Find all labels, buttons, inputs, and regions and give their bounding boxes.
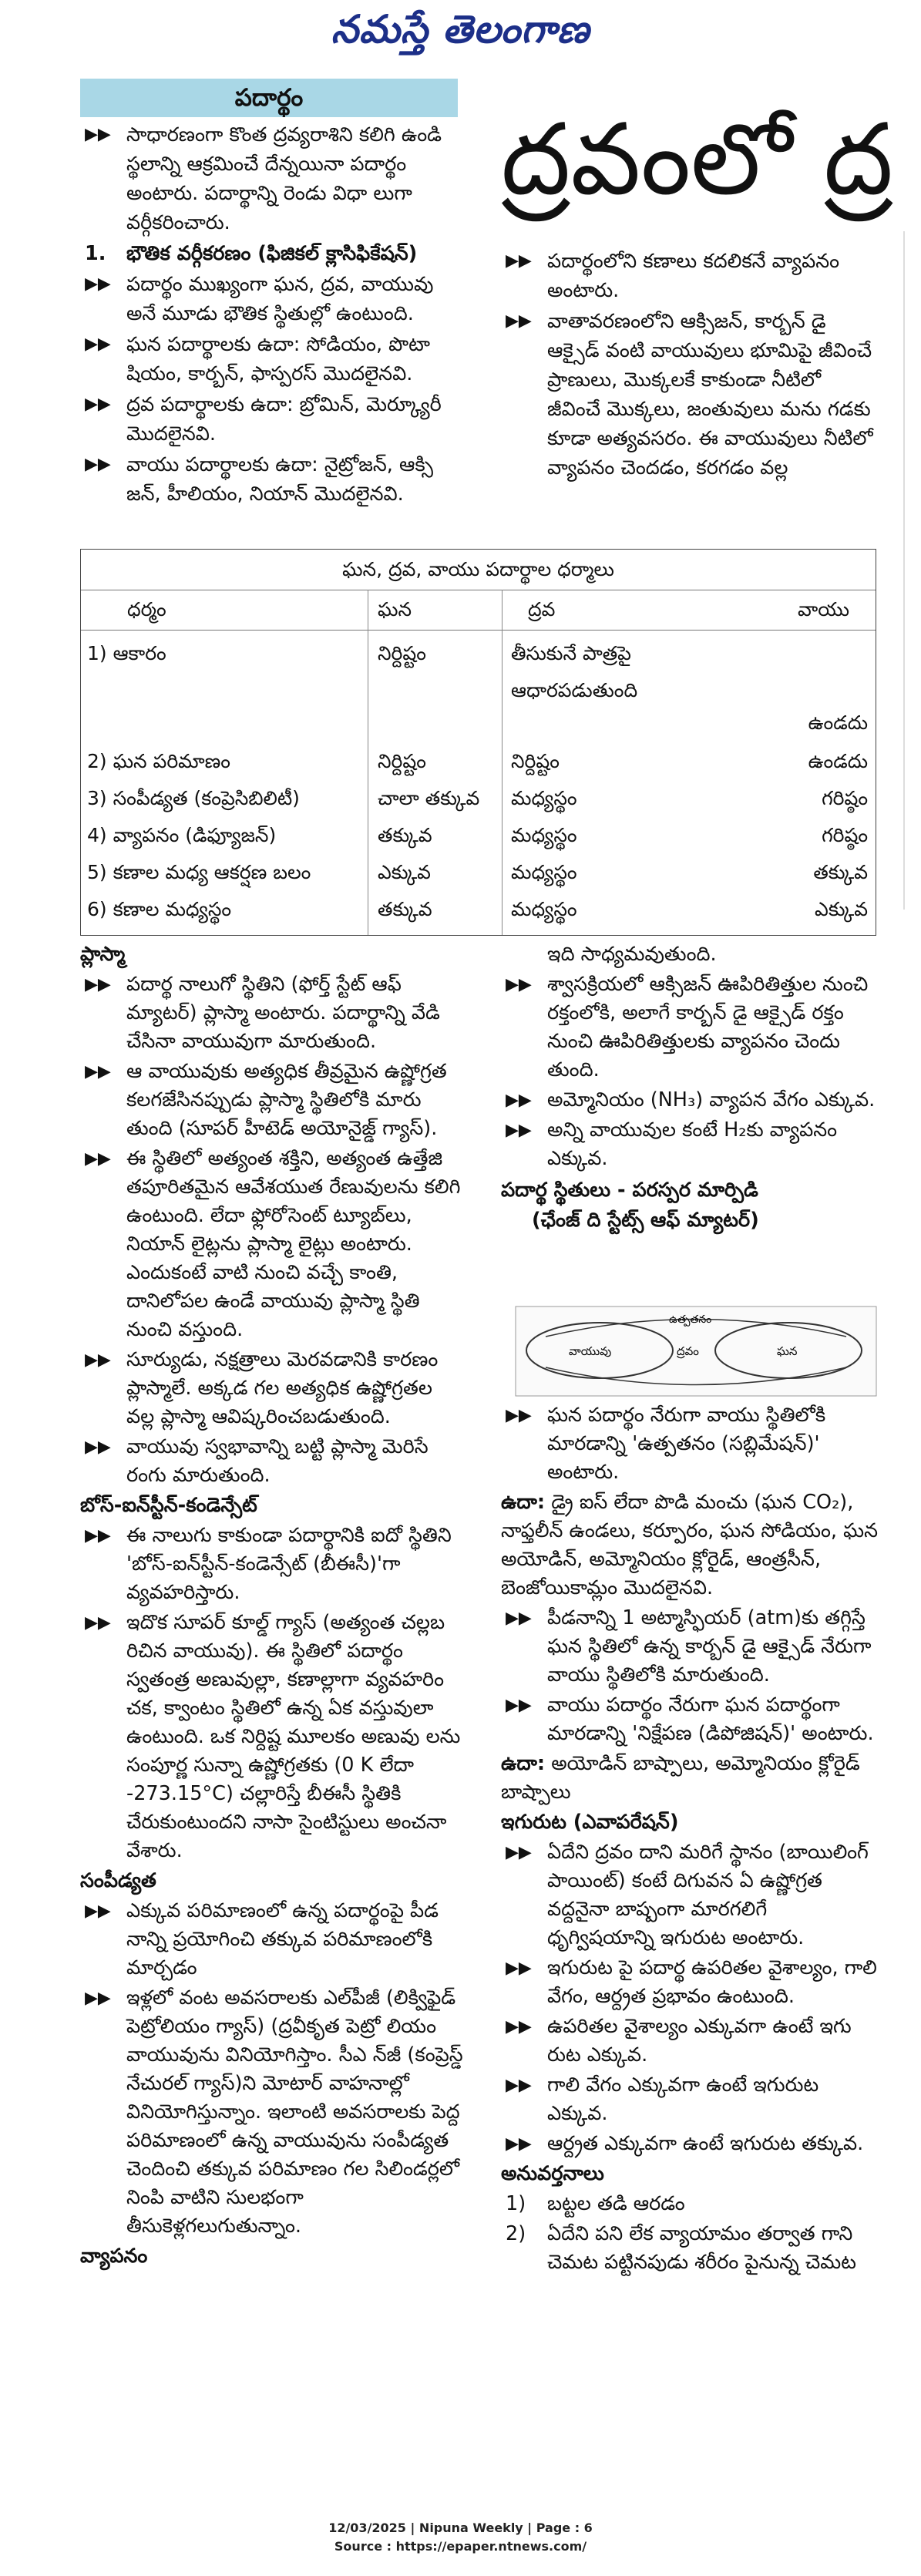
bullet-paragraph: ▶▶ సాధారణంగా కొంత ద్రవ్యరాశిని కలిగి ఉండి స్థలాన్ని ఆక్రమించే దేన్నయినా పదార్థం అంటారు. పదార్థాన్ని రెండు విధా లుగా వర్గీకరించారు.: [80, 120, 462, 237]
table-header: ధర్మం: [127, 598, 166, 620]
bullet-paragraph: ▶▶ వాయు పదార్థం నేరుగా ఘన పదార్థంగా మారడాన్ని 'నిక్షేపణ (డిపోజిషన్)' అంటారు.: [501, 1691, 879, 1748]
left-bottom-column: [80, 940, 464, 2272]
subheading: సంపీడ్యత: [80, 1869, 156, 1892]
numbered-item: 2) ఏదేని పని లేక వ్యాయామం తర్వాత గాని చెమట పట్టినపుడు శరీరం పైనున్న చెమట: [506, 2222, 856, 2274]
bullet-paragraph: ▶▶ ఇగురుట పై పదార్థ ఉపరితల వైశాల్యం, గాలి వేగం, ఆర్ద్రత ప్రభావం ఉంటుంది.: [501, 1954, 879, 2011]
table-header-row: [81, 590, 876, 631]
bullet-paragraph: ▶▶ పదార్థ నాలుగో స్థితిని (ఫోర్త్ స్టేట్ ఆఫ్ మ్యాటర్) ప్లాస్మా అంటారు. పదార్థాన్ని వేడి చేసినా వాయువుగా మారుతుంది.: [80, 970, 464, 1056]
table-cell: తక్కువ: [378, 898, 432, 920]
bullet-paragraph: ▶▶ ఇళ్లలో వంట అవసరాలకు ఎల్‌పీజీ (లిక్విఫైడ్ పెట్రోలియం గ్యాస్) (ద్రవీకృత పెట్రో లియం వాయువును వినియోగిస్తాం. సీఎ న్‌జీ (కంప్రెస్డ్ నేచురల్ గ్యాస్)ని మోటార్ వాహనాల్లో వినియోగిస్తున్నాం. ఇలాంటి అవసరాలకు పెద్ద పరిమాణంలో ఉన్న వాయువును సంపీడ్యత చెందించి తక్కువ పరిమాణం గల సిలిండర్లలో నింపి వాటిని సులభంగా తీసుకెళ్లగలుగుతున్నాం.: [80, 1984, 464, 2241]
table-cell: ఎక్కువ: [815, 898, 868, 920]
bullet-paragraph: ▶▶ పీడనాన్ని 1 అట్మాస్ఫియర్ (atm)కు తగ్గిస్తే ఘన స్థితిలో ఉన్న కార్బన్ డై ఆక్సైడ్ నేరుగా వాయు స్థితిలోకి మారుతుంది.: [501, 1604, 879, 1690]
subheading: ప్లాస్మా: [80, 943, 126, 966]
bullet-paragraph: ▶▶ వాయు పదార్థాలకు ఉదా: నైట్రోజన్, ఆక్సి జన్, హీలియం, నియాన్ మొదలైనవి.: [80, 450, 462, 509]
footer-source-line: Source : https://epaper.ntnews.com/: [334, 2539, 587, 2554]
bullet-icon: ▶▶: [85, 1149, 111, 1169]
numbered-heading: 1. భౌతిక వర్గీకరణం (ఫిజికల్ క్లాసిఫికేషన్): [85, 242, 418, 265]
paragraph-continuation: ఇది సాధ్యమవుతుంది.: [547, 943, 717, 966]
bullet-icon: ▶▶: [85, 125, 111, 144]
right-edge-divider: [903, 231, 905, 910]
bullet-icon: ▶▶: [506, 251, 532, 271]
table-header: వాయు: [798, 598, 850, 620]
table-header: ఘన: [378, 598, 412, 620]
bullet-paragraph: ▶▶ ఇదొక సూపర్ కూల్డ్ గ్యాస్ (అత్యంత చల్లబ రిచిన వాయువు). ఈ స్థితిలో పదార్థం స్వతంత్ర అణువుల్లా, కణాల్లాగా వ్యవహరిం చక, క్వాంటం స్థితిలో ఉన్న ఏక వస్తువులా ఉంటుంది. ఒక నిర్దిష్ట మూలకం అణువు లను సంపూర్ణ సున్నా ఉష్ణోగ్రతకు (0 K లేదా -273.15°C) చల్లారిస్తే బీఈసీ స్థితికి చేరుకుంటుందని నాసా సైంటిస్టులు అంచనా వేశారు.: [80, 1609, 464, 1865]
bullet-icon: ▶▶: [506, 2134, 532, 2154]
table-cell: చాలా తక్కువ: [378, 787, 480, 809]
diagram-label: వాయువు: [569, 1344, 612, 1358]
bullet-paragraph: ▶▶ వాతావరణంలోని ఆక్సిజన్, కార్బన్ డై ఆక్సైడ్ వంటి వాయువులు భూమిపై జీవించే ప్రాణులు, మొక్కలకే కాకుండా నీటిలో జీవించే మొక్కలు, జంతువులు మను గడకు కూడా అత్యవసరం. ఈ వాయువులు నీటిలో వ్యాపనం చెందడం, కరగడం వల్ల: [501, 307, 879, 483]
right-top-column: [501, 247, 879, 484]
bullet-icon: ▶▶: [506, 311, 532, 331]
table-cell: ఆధారపడుతుంది: [511, 679, 638, 701]
table-cell: గరిష్ఠం: [822, 824, 868, 846]
bullet-paragraph: ▶▶ ఘన పదార్థాలకు ఉదా: సోడియం, పొటా షియం, కార్బన్, ఫాస్పరస్ మొదలైనవి.: [80, 330, 462, 388]
bullet-icon: ▶▶: [85, 1902, 111, 1921]
table-cell: 3) సంపీడ్యత (కంప్రెసిబిలిటీ): [87, 787, 300, 809]
bullet-icon: ▶▶: [506, 1091, 532, 1110]
example-paragraph: ఉదా: అయోడిన్ బాష్పాలు, అమ్మోనియం క్లోరైడ్ బాష్పాలు: [501, 1752, 860, 1804]
bullet-icon: ▶▶: [85, 335, 111, 354]
subheading: అనువర్తనాలు: [501, 2162, 604, 2185]
bullet-icon: ▶▶: [85, 975, 111, 994]
bullet-icon: ▶▶: [506, 2076, 532, 2095]
right-bottom-column-upper: [501, 940, 879, 1236]
bullet-icon: ▶▶: [506, 1121, 532, 1140]
example-paragraph: ఉదా: డ్రై ఐస్ లేదా పొడి మంచు (ఘన CO₂), నాఫ్తలీన్ ఉండలు, కర్పూరం, ఘన సోడియం, ఘన అయోడిన్, అమ్మోనియం క్లోరైడ్, ఆంత్రసీన్, బెంజోయికామ్లం మొదలైనవి.: [501, 1491, 879, 1599]
bullet-icon: ▶▶: [85, 1350, 111, 1370]
table-cell: 6) కణాల మధ్యస్థం: [87, 898, 232, 920]
table-cell: మధ్యస్థం: [511, 898, 577, 920]
table-cell: తక్కువ: [378, 824, 432, 846]
table-cell: 5) కణాల మధ్య ఆకర్షణ బలం: [87, 861, 311, 883]
table-cell: తక్కువ: [813, 861, 868, 883]
states-of-matter-diagram: [515, 1306, 877, 1397]
subheading: (ఛేంజ్ ది స్టేట్స్ ఆఫ్ మ్యాటర్): [532, 1209, 759, 1232]
bullet-icon: ▶▶: [85, 1438, 111, 1457]
bullet-icon: ▶▶: [506, 975, 532, 994]
bullet-paragraph: ▶▶ గాలి వేగం ఎక్కువగా ఉంటే ఇగురుట ఎక్కువ.: [501, 2071, 879, 2128]
bullet-paragraph: ▶▶ ఈ స్థితిలో అత్యంత శక్తిని, అత్యంత ఉత్తేజి తపూరితమైన ఆవేశయుత రేణువులను కలిగి ఉంటుంది. లేదా ఫ్లోరోసెంట్ ట్యూబ్‌లు, నియాన్ లైట్లను ప్లాస్మా లైట్లు అంటారు. ఎందుకంటే వాటి నుంచి వచ్చే కాంతి, దానిలోపల ఉండే వాయువు ప్లాస్మా స్థితి నుంచి వస్తుంది.: [80, 1145, 464, 1344]
bullet-paragraph: ▶▶ ఆ వాయువుకు అత్యధిక తీవ్రమైన ఉష్ణోగ్రత కలగజేసినప్పుడు ప్లాస్మా స్థితిలోకి మారు తుంది (సూపర్ హీటెడ్ అయోనైజ్డ్ గ్యాస్).: [80, 1058, 464, 1143]
subheading: ఇగురుట (ఎవాపరేషన్): [501, 1811, 679, 1834]
table-cell: మధ్యస్థం: [511, 824, 577, 846]
bullet-icon: ▶▶: [85, 1526, 111, 1545]
bullet-icon: ▶▶: [85, 1062, 111, 1081]
table-cell: తీసుకునే పాత్రపై: [511, 642, 631, 664]
bullet-paragraph: ▶▶ ఈ నాలుగు కాకుండా పదార్థానికి ఐదో స్థితిని 'బోస్-ఐన్‌స్టీన్-కండెన్సేట్ (బీఈసీ)'గా వ్యవహరిస్తారు.: [80, 1522, 464, 1607]
bullet-icon: ▶▶: [85, 1613, 111, 1633]
subheading: పదార్థ స్థితులు - పరస్పర మార్పిడి: [501, 1179, 758, 1202]
properties-table: [80, 549, 876, 936]
bullet-icon: ▶▶: [506, 2017, 532, 2036]
table-cell: ఎక్కువ: [378, 861, 431, 883]
table-cell: ఉండదు: [808, 750, 868, 772]
table-cell: 1) ఆకారం: [87, 642, 166, 664]
diagram-label: ఉత్పతనం: [669, 1313, 712, 1326]
bullet-icon: ▶▶: [506, 1843, 532, 1862]
bullet-icon: ▶▶: [506, 1696, 532, 1715]
bullet-paragraph: ▶▶ సూర్యుడు, నక్షత్రాలు మెరవడానికి కారణం ప్లాస్మాలే. అక్కడ గల అత్యధిక ఉష్ణోగ్రతల వల్ల ప్లాస్మా ఆవిష్కరించబడుతుంది.: [80, 1346, 464, 1431]
page-footer: [0, 2519, 921, 2556]
masthead-logo: నమస్తే తెలంగాణ: [331, 6, 590, 52]
diagram-label: ఘన: [777, 1344, 798, 1358]
headline: ద్రవంలో ద్ర: [501, 103, 894, 217]
bullet-paragraph: ▶▶ పదార్థంలోని కణాలు కదలికనే వ్యాపనం అంటారు.: [501, 247, 879, 305]
bullet-paragraph: ▶▶ ద్రవ పదార్థాలకు ఉదా: బ్రోమిన్, మెర్క్యూరీ మొదలైనవి.: [80, 390, 462, 449]
right-bottom-column-lower: [501, 1401, 879, 2278]
bullet-icon: ▶▶: [506, 1406, 532, 1425]
table-divider: [502, 590, 503, 935]
bullet-paragraph: ▶▶ ఉపరితల వైశాల్యం ఎక్కువగా ఉంటే ఇగు రుట ఎక్కువ.: [501, 2013, 879, 2070]
table-caption: ఘన, ద్రవ, వాయు పదార్థాల ధర్మాలు: [81, 550, 876, 590]
bullet-icon: ▶▶: [506, 1959, 532, 1978]
table-cell: నిర్దిష్టం: [511, 750, 560, 772]
bullet-paragraph: ▶▶ ఎక్కువ పరిమాణంలో ఉన్న పదార్థంపై పీడ నాన్ని ప్రయోగించి తక్కువ పరిమాణంలోకి మార్చడం: [80, 1897, 464, 1982]
bullet-paragraph: ▶▶ అన్ని వాయువుల కంటే H₂కు వ్యాపనం ఎక్కువ.: [501, 1116, 879, 1173]
footer-date-line: 12/03/2025 | Nipuna Weekly | Page : 6: [328, 2521, 593, 2535]
bullet-paragraph: ▶▶ ఘన పదార్థం నేరుగా వాయు స్థితిలోకి మారడాన్ని 'ఉత్పతనం (సబ్లిమేషన్)' అంటారు.: [501, 1401, 879, 1487]
left-top-column: [80, 120, 462, 510]
table-cell: గరిష్ఠం: [822, 787, 868, 809]
table-cell: నిర్దిష్టం: [378, 642, 426, 664]
table-cell: మధ్యస్థం: [511, 861, 577, 883]
bullet-paragraph: ▶▶ ఆర్ద్రత ఎక్కువగా ఉంటే ఇగురుట తక్కువ.: [501, 2130, 879, 2158]
bullet-paragraph: ▶▶ ఏదేని ద్రవం దాని మరిగే స్థానం (బాయిలింగ్ పాయింట్) కంటే దిగువన ఏ ఉష్ణోగ్రత వద్దనైనా బాష్పంగా మారగలిగే ధృగ్విషయాన్ని ఇగురుట అంటారు.: [501, 1838, 879, 1952]
bullet-icon: ▶▶: [85, 395, 111, 414]
table-cell: ఉండదు: [808, 711, 868, 734]
bullet-icon: ▶▶: [85, 1989, 111, 2008]
table-cell: నిర్దిష్టం: [378, 750, 426, 772]
diagram-label: ద్రవం: [677, 1344, 699, 1358]
subheading: బోస్-ఐన్‌స్టీన్-కండెన్సేట్: [80, 1494, 257, 1517]
bullet-icon: ▶▶: [506, 1609, 532, 1628]
bullet-paragraph: ▶▶ అమ్మోనియం (NH₃) వ్యాపన వేగం ఎక్కువ.: [501, 1086, 879, 1115]
table-cell: 4) వ్యాపనం (డిఫ్యూజన్): [87, 824, 277, 846]
bullet-icon: ▶▶: [85, 455, 111, 474]
bullet-paragraph: ▶▶ శ్వాసక్రియలో ఆక్సిజన్ ఊపిరితిత్తుల నుంచి రక్తంలోకి, అలాగే కార్బన్ డై ఆక్సైడ్ రక్తం నుంచి ఊపిరితిత్తులకు వ్యాపనం చెందు తుంది.: [501, 970, 879, 1085]
bullet-paragraph: ▶▶ పదార్థం ముఖ్యంగా ఘన, ద్రవ, వాయువు అనే మూడు భౌతిక స్థితుల్లో ఉంటుంది.: [80, 270, 462, 328]
numbered-item: 1) బట్టల తడి ఆరడం: [506, 2192, 685, 2215]
section-title: పదార్థం: [80, 79, 458, 117]
bullet-icon: ▶▶: [85, 274, 111, 294]
bullet-paragraph: ▶▶ వాయువు స్వభావాన్ని బట్టి ప్లాస్మా మెరిసే రంగు మారుతుంది.: [80, 1433, 464, 1490]
subheading: వ్యాపనం: [80, 2245, 148, 2268]
table-header: ద్రవ: [528, 598, 556, 620]
table-cell: మధ్యస్థం: [511, 787, 577, 809]
table-cell: 2) ఘన పరిమాణం: [87, 750, 230, 772]
